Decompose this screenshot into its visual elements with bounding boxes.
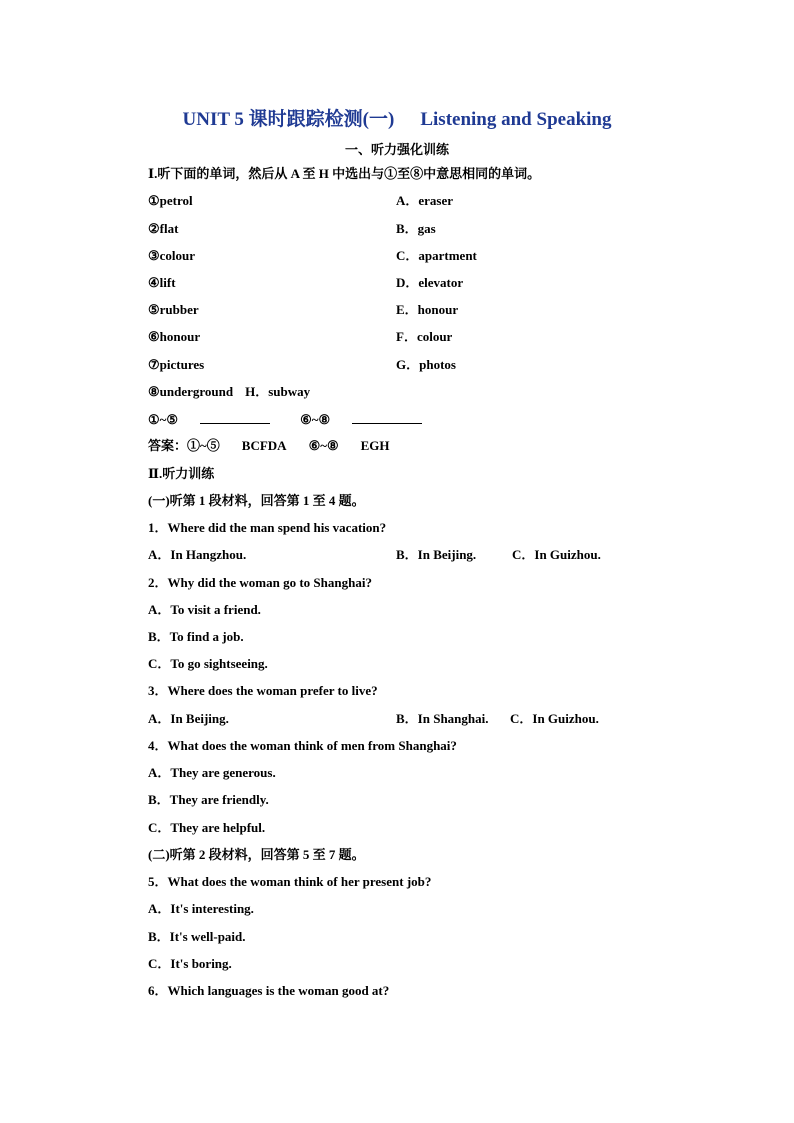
title-main: UNIT 5 课时跟踪检测(一) <box>182 109 395 130</box>
answer-value: BCFDA <box>241 438 287 453</box>
option-c: C．It's boring. <box>148 956 232 971</box>
part2-heading: Ⅱ.听力训练 <box>148 466 215 481</box>
option-b: B．They are friendly. <box>148 792 269 807</box>
pair-row <box>148 275 464 291</box>
pair-right: G．photos <box>396 357 456 372</box>
option-c: C．In Guizhou. <box>512 547 601 562</box>
option-c: C．To go sightseeing. <box>148 656 268 671</box>
answer-prefix: 答案： <box>148 438 188 453</box>
question-text: 6．Which languages is the woman good at? <box>148 983 390 998</box>
pair-left: ①petrol <box>148 193 193 208</box>
option-a: A．To visit a friend. <box>148 602 261 617</box>
question-text: 4．What does the woman think of men from Shanghai? <box>148 738 457 753</box>
options-row <box>148 711 599 727</box>
option-c: C．They are helpful. <box>148 820 266 835</box>
pair-row <box>148 384 310 400</box>
answer-blank[interactable] <box>352 411 422 424</box>
option-b: B．To find a job. <box>148 629 244 644</box>
pair-left: ④lift <box>148 275 176 290</box>
pair-row <box>148 248 477 264</box>
pair-left: ②flat <box>148 221 179 236</box>
answer-row <box>148 438 390 454</box>
part1-instruction: Ⅰ.听下面的单词，然后从 A 至 H 中选出与①至⑧中意思相同的单词。 <box>148 166 541 181</box>
option-b: B．In Shanghai. <box>396 711 489 726</box>
option-a: A．In Hangzhou. <box>148 547 247 562</box>
pair-left: ③colour <box>148 248 196 263</box>
pair-right: F．colour <box>396 329 453 344</box>
pair-left: ⑦pictures <box>148 357 205 372</box>
page-title <box>0 104 794 131</box>
question-text: 1．Where did the man spend his vacation? <box>148 520 387 535</box>
answer-value: EGH <box>360 438 390 453</box>
option-a: A．They are generous. <box>148 765 276 780</box>
answer-blank[interactable] <box>200 411 270 424</box>
pair-row <box>148 221 436 237</box>
option-a: A．In Beijing. <box>148 711 229 726</box>
option-a: A．It's interesting. <box>148 901 254 916</box>
pair-row <box>148 193 454 209</box>
pair-right: A．eraser <box>396 193 454 208</box>
section-subtitle: 一、听力强化训练 <box>344 142 449 157</box>
pair-right: B．gas <box>396 221 436 236</box>
answer-blanks-row <box>148 411 422 428</box>
section-instruction: (一)听第 1 段材料，回答第 1 至 4 题。 <box>148 493 365 508</box>
question-text: 3．Where does the woman prefer to live? <box>148 683 378 698</box>
pair-left: ⑤rubber <box>148 302 199 317</box>
title-topic: Listening and Speaking <box>420 109 612 130</box>
question-text: 5．What does the woman think of her present job? <box>148 874 432 889</box>
blank-label: ①~⑤ <box>148 412 179 427</box>
answer-label: ①~⑤ <box>187 438 220 453</box>
options-row <box>148 547 601 563</box>
pair-row <box>148 357 456 373</box>
pair-row <box>148 302 459 318</box>
section-instruction: (二)听第 2 段材料，回答第 5 至 7 题。 <box>148 847 365 862</box>
pair-right: D．elevator <box>396 275 464 290</box>
pair-right: C．apartment <box>396 248 477 263</box>
blank-label: ⑥~⑧ <box>300 412 331 427</box>
pair-row <box>148 329 453 345</box>
pair-left: ⑧underground <box>148 384 234 399</box>
pair-right: E．honour <box>396 302 459 317</box>
pair-left: ⑥honour <box>148 329 201 344</box>
pair-right: H．subway <box>245 384 311 399</box>
option-b: B．In Beijing. <box>396 547 477 562</box>
option-b: B．It's well-paid. <box>148 929 246 944</box>
option-c: C．In Guizhou. <box>510 711 599 726</box>
question-text: 2．Why did the woman go to Shanghai? <box>148 575 372 590</box>
answer-label: ⑥~⑧ <box>308 438 339 453</box>
